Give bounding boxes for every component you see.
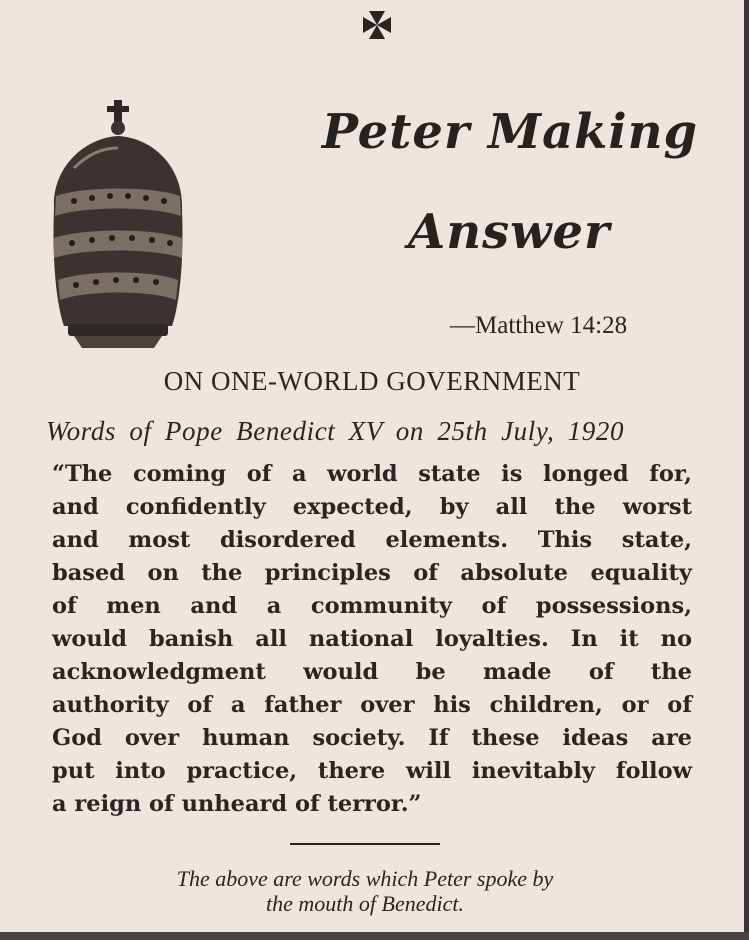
quote-line: based on the principles of absolute equality xyxy=(52,560,692,586)
footer-line-1: The above are words which Peter spoke by xyxy=(176,866,554,891)
quote-line: would banish all national loyalties. In it no xyxy=(52,626,692,652)
quote-line: “The coming of a world state is longed for, xyxy=(52,461,692,487)
quote-line: a reign of unheard of terror.” xyxy=(52,791,422,817)
footer-line-2: the mouth of Benedict. xyxy=(266,891,464,916)
papal-tiara-icon xyxy=(34,98,204,350)
cross-pattee-icon xyxy=(360,8,394,42)
title-line-2: Answer xyxy=(408,204,611,260)
quote-block xyxy=(52,458,692,821)
quote-line: acknowledgment would be made of the xyxy=(52,659,692,685)
scripture-citation: —Matthew 14:28 xyxy=(450,312,628,339)
quote-line: put into practice, there will inevitably follow xyxy=(52,758,692,784)
title-line-1: Peter Making xyxy=(321,104,699,160)
attribution-subheading: Words of Pope Benedict XV on 25th July, 1920 xyxy=(46,416,625,446)
divider-rule xyxy=(290,843,440,845)
quote-line: authority of a father over his children, or of xyxy=(52,692,692,718)
photo-bottom-edge xyxy=(0,932,749,940)
quote-line: and confidently expected, by all the worst xyxy=(52,494,692,520)
quote-line: of men and a community of possessions, xyxy=(52,593,692,619)
section-heading: ON ONE-WORLD GOVERNMENT xyxy=(163,366,581,396)
quote-line: and most disordered elements. This state, xyxy=(52,527,692,553)
quote-line: God over human society. If these ideas are xyxy=(52,725,692,751)
